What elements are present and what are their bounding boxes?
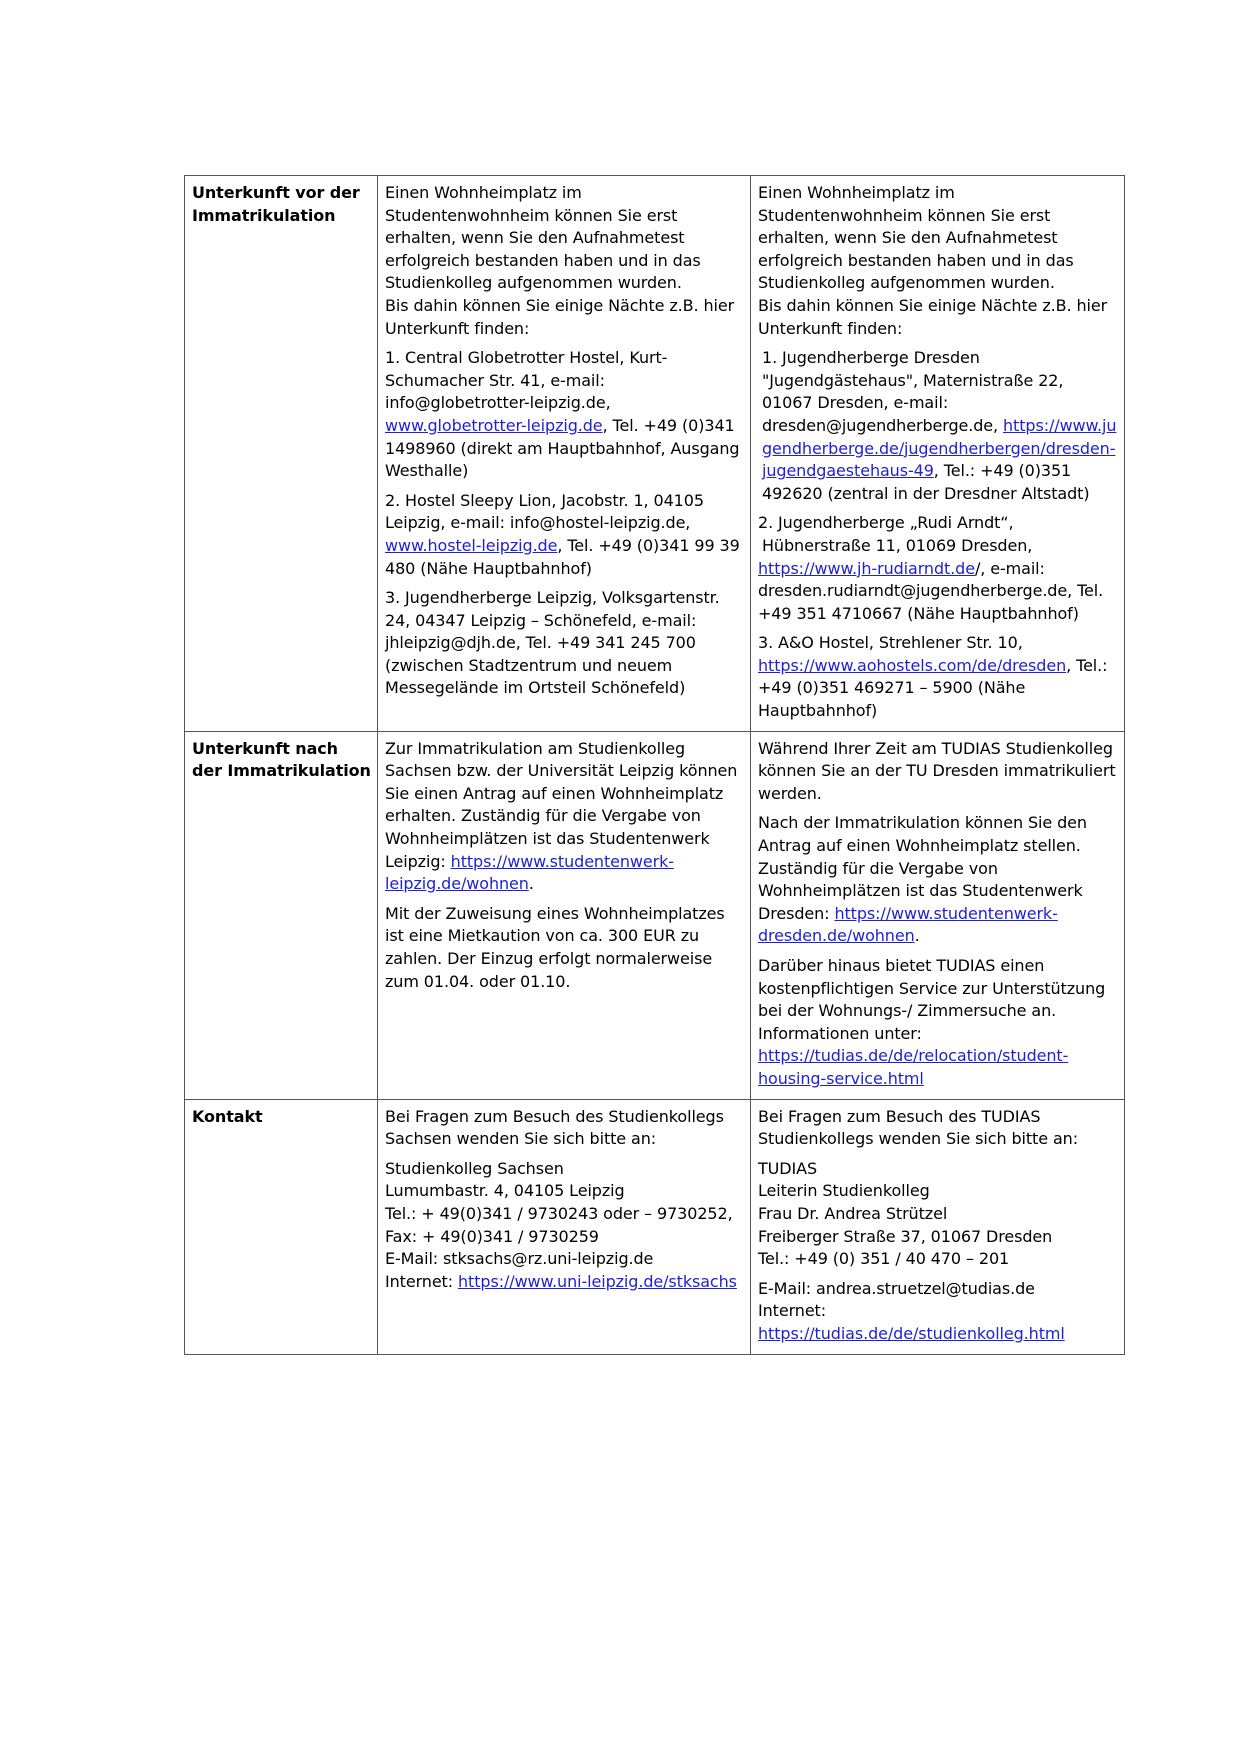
contact-line bbox=[758, 1323, 1118, 1346]
leipzig-cell bbox=[378, 731, 751, 1099]
entry-text: , Tel. +49 (0)341 99 39 480 (Nähe Hauptbahnhof) bbox=[385, 535, 740, 578]
housing-service-link[interactable]: https://tudias.de/de/relocation/student-housing-service.html bbox=[758, 1046, 1069, 1088]
housing-text: Während Ihrer Zeit am TUDIAS Studienkolleg können Sie an der TU Dresden immatrikuliert werden. bbox=[758, 738, 1116, 803]
dresden-cell bbox=[751, 1099, 1125, 1354]
entry-text: 2. Hostel Sleepy Lion, Jacobstr. 1, 04105 Leipzig, e-mail: info@hostel-leipzig.de, bbox=[385, 490, 704, 533]
jh-rudiarndt-link[interactable]: https://www.jh-rudiarndt.de bbox=[758, 558, 975, 578]
hostel-entry bbox=[758, 512, 1118, 625]
intro-text: Bis dahin können Sie einige Nächte z.B. hier Unterkunft finden: bbox=[758, 295, 1108, 338]
contact-line: E-Mail: stksachs@rz.uni-leipzig.de bbox=[385, 1249, 654, 1269]
contact-intro: Bei Fragen zum Besuch des Studienkollegs Sachsen wenden Sie sich bitte an: bbox=[385, 1106, 724, 1149]
contact-line: Frau Dr. Andrea Strützel bbox=[758, 1203, 948, 1223]
leipzig-cell bbox=[378, 1099, 751, 1354]
row-heading: Kontakt bbox=[185, 1099, 378, 1354]
hostel-entry bbox=[758, 347, 1118, 505]
row-heading: Unterkunft vor der Immatrikulation bbox=[185, 176, 378, 732]
contact-online bbox=[758, 1278, 1118, 1346]
contact-line: Tel.: +49 (0) 351 / 40 470 – 201 bbox=[758, 1249, 1010, 1269]
service-link-line bbox=[758, 1045, 1118, 1090]
hostel-entry bbox=[758, 632, 1118, 722]
dresden-cell bbox=[751, 176, 1125, 732]
hostel-leipzig-link[interactable]: www.hostel-leipzig.de bbox=[385, 535, 558, 555]
intro-text: Bis dahin können Sie einige Nächte z.B. hier Unterkunft finden: bbox=[385, 295, 735, 338]
contact-email: E-Mail: andrea.struetzel@tudias.de bbox=[758, 1278, 1035, 1298]
contact-line: TUDIAS bbox=[758, 1158, 818, 1178]
table-row bbox=[185, 176, 1125, 732]
internet-label: Internet: bbox=[385, 1271, 459, 1291]
entry-text: /, e-mail: dresden.rudiarndt@jugendherberge.de, Tel. +49 351 4710667 (Nähe Hauptbahnhof) bbox=[758, 558, 1104, 623]
housing-text bbox=[758, 812, 1118, 948]
contact-line: Fax: + 49(0)341 / 9730259 bbox=[385, 1226, 599, 1246]
aohostels-link[interactable]: https://www.aohostels.com/de/dresden bbox=[758, 655, 1067, 675]
contact-line bbox=[385, 1271, 744, 1294]
hostel-entry: 3. Jugendherberge Leipzig, Volksgartenstr. 24, 04347 Leipzig – Schönefeld, e-mail: jhleipzig@djh.de, Tel. +49 341 245 700 (zwischen Stadtzentrum und neuem Messegelände im Ortsteil Schönefeld) bbox=[385, 588, 720, 698]
paragraph-text: . bbox=[528, 874, 534, 894]
contact-intro: Bei Fragen zum Besuch des TUDIAS Studienkollegs wenden Sie sich bitte an: bbox=[758, 1106, 1079, 1149]
paragraph-text: Zur Immatrikulation am Studienkolleg Sachsen bzw. der Universität Leipzig können Sie einen Antrag auf einen Wohnheimplatz erhalten. Zuständig für die Vergabe von Wohnheimplätzen ist das Studentenwerk Leipzig: bbox=[385, 738, 738, 871]
housing-text bbox=[385, 738, 744, 896]
contact-address bbox=[385, 1158, 744, 1294]
jugendherberge-link[interactable]: https://www.jugendherberge.de/jugendherbergen/dresden-jugendgaestehaus-49 bbox=[762, 415, 1117, 481]
accommodation-table bbox=[184, 175, 1125, 1355]
entry-text: 3. A&O Hostel, Strehlener Str. 10, bbox=[758, 633, 1023, 653]
dresden-cell bbox=[751, 731, 1125, 1099]
deposit-text: Mit der Zuweisung eines Wohnheimplatzes ist eine Mietkaution von ca. 300 EUR zu zahlen. Der Einzug erfolgt normalerweise zum 01.04. oder 01.10. bbox=[385, 903, 725, 991]
contact-line: Studienkolleg Sachsen bbox=[385, 1158, 564, 1178]
intro-text: Einen Wohnheimplatz im Studentenwohnheim können Sie erst erhalten, wenn Sie den Aufnahmetest erfolgreich bestanden haben und in das Studienkolleg aufgenommen wurden. bbox=[385, 183, 701, 293]
studentenwerk-dresden-link[interactable]: https://www.studentenwerk-dresden.de/wohnen bbox=[758, 903, 1058, 946]
paragraph-text: Nach der Immatrikulation können Sie den Antrag auf einen Wohnheimplatz stellen. Zuständig für die Vergabe von Wohnheimplätzen ist das Studentenwerk Dresden: bbox=[758, 813, 1087, 923]
entry-text: , Tel. +49 (0)341 1498960 (direkt am Hauptbahnhof, Ausgang Westhalle) bbox=[385, 415, 740, 481]
entry-text: 1. Central Globetrotter Hostel, Kurt-Schumacher Str. 41, e-mail: info@globetrotter-leipzig.de, bbox=[385, 348, 668, 413]
service-text: Darüber hinaus bietet TUDIAS einen kostenpflichtigen Service zur Unterstützung bei der Wohnungs-/ Zimmersuche an. Informationen unter: bbox=[758, 956, 1106, 1043]
entry-text: Hübnerstraße 11, 01069 Dresden, bbox=[762, 535, 1033, 555]
entry-text: 1. Jugendherberge Dresden "Jugendgästehaus", Maternistraße 22, 01067 Dresden, e-mail: dresden@jugendherberge.de, bbox=[762, 348, 1064, 435]
row-heading: Unterkunft nach der Immatrikulation bbox=[185, 731, 378, 1099]
contact-line: Leiterin Studienkolleg bbox=[758, 1181, 930, 1201]
entry-text: 2. Jugendherberge „Rudi Arndt“, bbox=[758, 513, 1014, 533]
table-row bbox=[185, 1099, 1125, 1354]
intro-text: Einen Wohnheimplatz im Studentenwohnheim können Sie erst erhalten, wenn Sie den Aufnahmetest erfolgreich bestanden haben und in das Studienkolleg aufgenommen wurden. bbox=[758, 183, 1074, 293]
contact-address bbox=[758, 1158, 1118, 1271]
stksachs-link[interactable]: https://www.uni-leipzig.de/stksachs bbox=[458, 1271, 737, 1291]
hostel-entry bbox=[385, 347, 744, 483]
studentenwerk-leipzig-link[interactable]: https://www.studentenwerk-leipzig.de/wohnen bbox=[385, 851, 674, 894]
leipzig-cell bbox=[378, 176, 751, 732]
hostel-entry bbox=[385, 490, 744, 580]
contact-line: Freiberger Straße 37, 01067 Dresden bbox=[758, 1226, 1053, 1246]
entry-text: , Tel.: +49 (0)351 492620 (zentral in der Dresdner Altstadt) bbox=[762, 461, 1090, 503]
studienkolleg-link[interactable]: https://tudias.de/de/studienkolleg.html bbox=[758, 1323, 1065, 1343]
entry-text: , Tel.: +49 (0)351 469271 – 5900 (Nähe Hauptbahnhof) bbox=[758, 655, 1108, 721]
globetrotter-link[interactable]: www.globetrotter-leipzig.de bbox=[385, 415, 603, 435]
internet-label: Internet: bbox=[758, 1301, 827, 1321]
paragraph-text: . bbox=[914, 926, 920, 946]
contact-line: Tel.: + 49(0)341 / 9730243 oder – 9730252, bbox=[385, 1203, 733, 1223]
contact-line: Lumumbastr. 4, 04105 Leipzig bbox=[385, 1181, 625, 1201]
table-row bbox=[185, 731, 1125, 1099]
